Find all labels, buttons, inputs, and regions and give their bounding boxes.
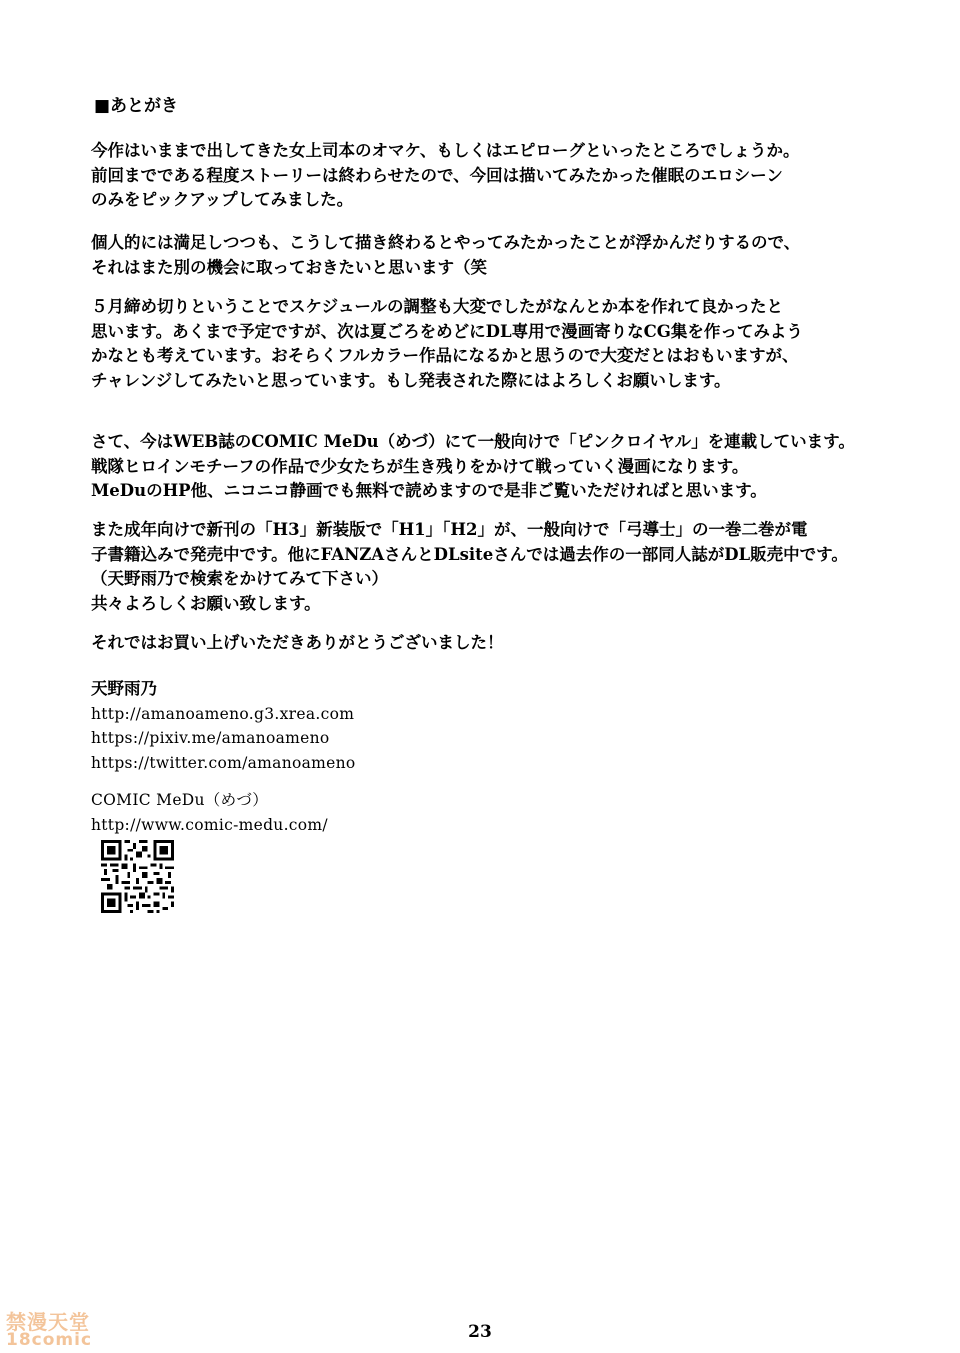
watermark-line-2: 18comic	[6, 1330, 93, 1350]
paragraph-schedule	[91, 295, 891, 393]
text-line: チャレンジしてみたいと思っています。もし発表された際にはよろしくお願いします。	[91, 370, 731, 390]
author-info	[91, 677, 891, 775]
author-twitter-link[interactable]: https://twitter.com/amanoameno	[91, 753, 356, 772]
text-line: また成年向けで新刊の「H3」新装版で「H1」「H2」が、一般向けで「弓導士」の一巻二巻が電	[91, 520, 808, 539]
paragraph-thoughts	[91, 231, 891, 280]
site-watermark-logo	[2, 1306, 110, 1352]
publisher-link[interactable]: http://www.comic-medu.com/	[91, 815, 328, 834]
page-heading: ■あとがき	[94, 96, 179, 116]
publisher-info	[91, 788, 891, 837]
text-line: 共々よろしくお願い致します。	[91, 593, 321, 613]
author-pixiv-link[interactable]: https://pixiv.me/amanoameno	[91, 729, 330, 747]
text-line: 子書籍込みで発売中です。他にFANZAさんとDLsiteさんでは過去作の一部同人誌がDL販売中です。	[91, 544, 848, 564]
text-line: 今作はいままで出してきた女上司本のオマケ、もしくはエピローグといったところでしょうか。	[91, 141, 800, 160]
text-line: 個人的には満足しつつも、こうして描き終わるとやってみたかったことが浮かんだりするので、	[91, 233, 801, 252]
text-line: のみをピックアップしてみました。	[91, 190, 354, 209]
text-line: 前回までである程度ストーリーは終わらせたので、今回は描いてみたかった催眠のエロシーン	[91, 165, 783, 185]
page-number: 23	[468, 1322, 492, 1342]
paragraph-intro	[91, 139, 891, 213]
text-line: かなとも考えています。おそらくフルカラー作品になるかと思うので大変だとはおもいますが、	[91, 346, 799, 365]
paragraph-thanks	[91, 631, 891, 656]
text-line: （天野雨乃で検索をかけてみて下さい）	[91, 569, 388, 588]
author-name: 天野雨乃	[91, 679, 157, 698]
watermark-line-1: 禁漫天堂	[6, 1310, 90, 1334]
text-line: それはまた別の機会に取っておきたいと思います（笑	[91, 257, 487, 277]
text-line: さて、今はWEB誌のCOMIC MeDu（めづ）にて一般向けで「ピンクロイヤル」を連載しています。	[91, 432, 855, 451]
qr-code-icon	[101, 840, 174, 913]
paragraph-serial	[91, 430, 891, 504]
paragraph-releases	[91, 518, 891, 616]
text-line: それではお買い上げいただきありがとうございました！	[91, 633, 504, 652]
author-website-link[interactable]: http://amanoameno.g3.xrea.com	[91, 704, 355, 723]
text-line: ５月締め切りということでスケジュールの調整も大変でしたがなんとか本を作れて良かったと	[91, 297, 784, 316]
text-line: 戦隊ヒロインモチーフの作品で少女たちが生き残りをかけて戦っていく漫画になります。	[91, 456, 749, 476]
text-line: MeDuのHP他、ニコニコ静画でも無料で読めますので是非ご覧いただければと思います。	[91, 481, 767, 500]
text-line: 思います。あくまで予定ですが、次は夏ごろをめどにDL専用で漫画寄りなCG集を作ってみよう	[91, 321, 803, 341]
publisher-name: COMIC MeDu（めづ）	[91, 791, 269, 809]
